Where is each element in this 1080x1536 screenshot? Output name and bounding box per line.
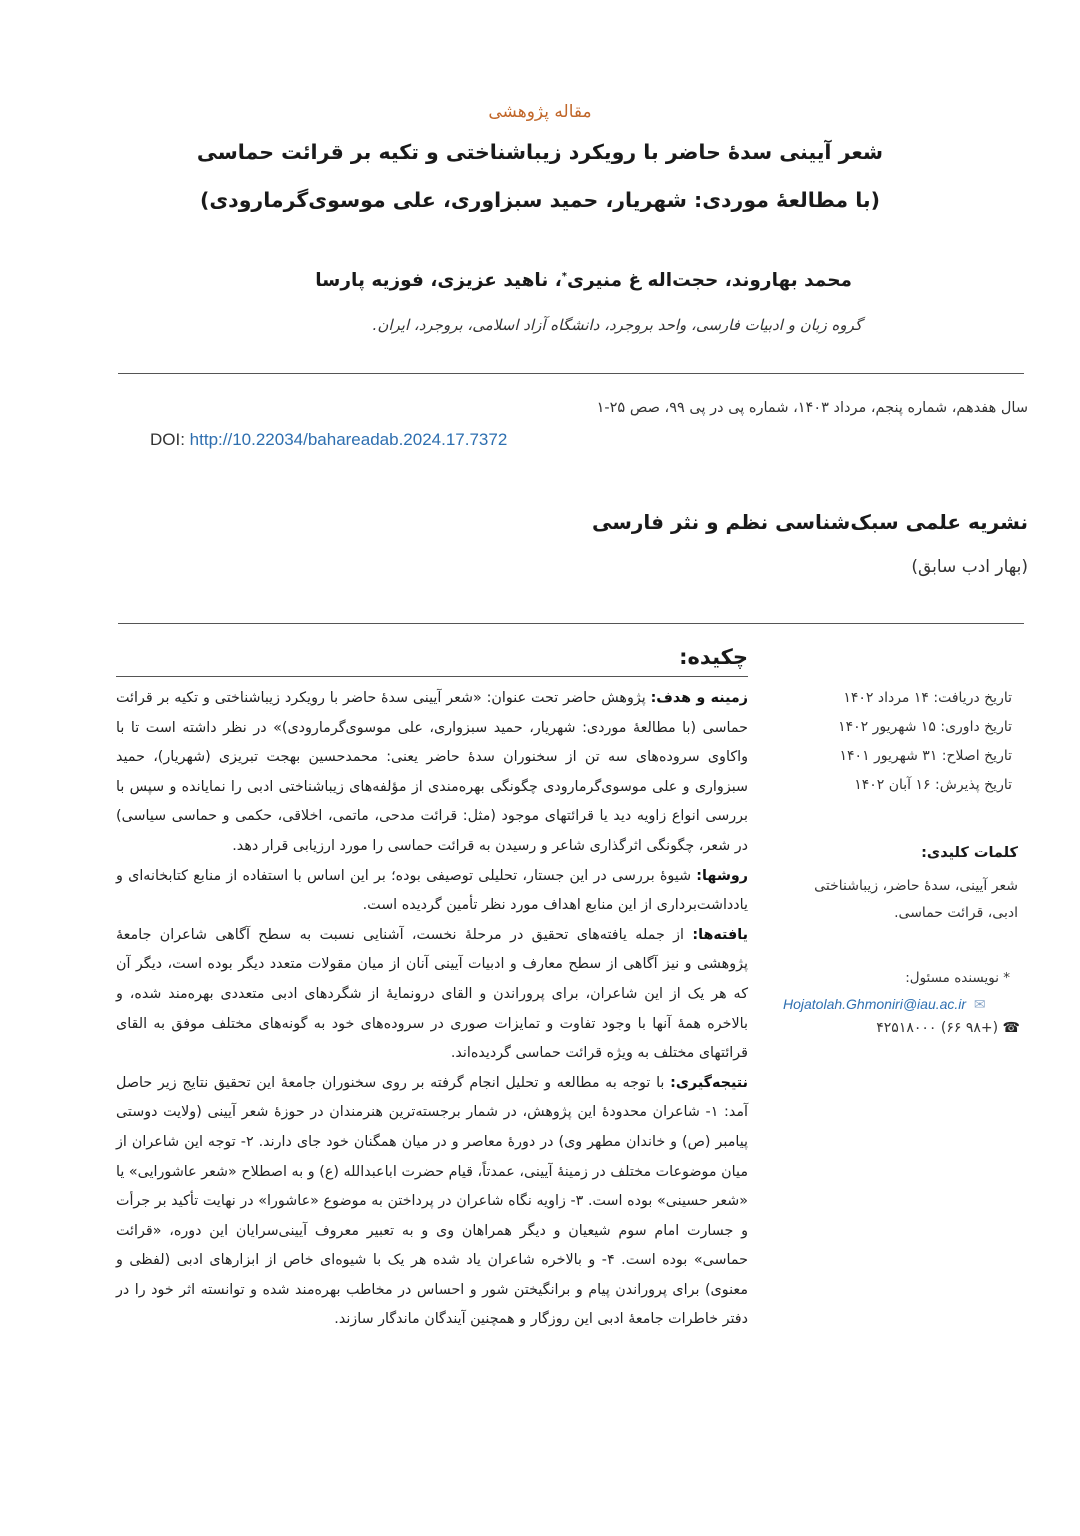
corresponding-author-label: * نویسنده مسئول: — [905, 970, 1010, 986]
journal-former-name: (بهار ادب سابق) — [911, 557, 1028, 577]
section-label: نتیجه‌گیری: — [670, 1074, 748, 1091]
doi — [150, 430, 507, 450]
section-text: با توجه به مطالعه و تحلیل انجام گرفته بر روی سخنوران جامعۀ این تحقیق نتایج زیر حاصل آمد: ۱- شاعران محدودۀ این پژوهش، در شمار برجسته‌ترین هنرمندان در حوزۀ شعر آیینی (ولایت دوستی پیامبر (ص) و خاندان مطهر وی) در دورۀ معاصر و در میان همگنان خود جای دارند. ۲- توجه این شاعران از میان موضوعات مختلف در زمینۀ آیینی، عمدتاً، قیام حضرت اباعبدالله (ع) و به اصطلاح «شعر عاشورایی» یا «شعر حسینی» بوده است. ۳- زاویه نگاه شاعران در پرداختن به موضوع «عاشورا» در نهایت تأکید بر جرأت و جسارت امام سوم شیعیان و دیگر همراهان وی و به تعبیر معروف آیینی‌سرایان این دوره، «قرائت حماسی» بوده است. ۴- و بالاخره شاعران یاد شده هر یک با شیوه‌ای خاص از ابزارهای ادبی (لفظی و معنوی) برای پروراندن پیام و برانگیختن شور و احساس در مخاطب بهره‌مند شده و توانسته اثر خود را در دفتر خاطرات جامعۀ ادبی این روزگار و همچنین آیندگان ماندگار سازند. — [116, 1074, 748, 1328]
corresponding-star: * — [561, 270, 568, 282]
authors-rest: ، ناهید عزیزی، فوزیه پارسا — [315, 270, 562, 291]
article-subtitle: (با مطالعۀ موردی: شهریار، حمید سبزاوری، علی موسوی‌گرمارودی) — [200, 188, 880, 212]
authors-first: محمد بهاروند، حجت‌اله غ منیری — [567, 270, 852, 291]
email-row — [783, 996, 986, 1013]
telephone-icon: ☎ — [1002, 1020, 1020, 1036]
section-text: از جمله یافته‌های تحقیق در مرحلۀ نخست، آشنایی نسبت به سطح آگاهی شاعران جامعۀ پژوهشی و نیز آگاهی از سطح معارف و ادبیات آیینی آنان از میان مقولات متعدد دیگر بوده است، دیگر آن که هر یک از این شاعران، برای پروراندن و القای درونمایۀ از شگردهای ادبی متعددی بهره‌مند شده، و بالاخره همۀ آنها با وجود تفاوت و تمایزات صوری در سروده‌های خود به گونه‌های مختلف موفق به القای قرائتهای مختلف به ویژه قرائت حماسی گردیده‌اند. — [116, 926, 748, 1062]
article-type: مقاله پژوهشی — [488, 102, 592, 122]
section-label: زمینه و هدف: — [650, 690, 748, 706]
divider-top — [118, 373, 1024, 374]
abstract-heading: چکیده: — [679, 645, 748, 669]
envelope-icon: ✉ — [969, 996, 986, 1012]
divider-middle — [118, 623, 1024, 624]
article-dates — [838, 684, 1012, 800]
abstract-findings — [116, 921, 748, 1069]
section-text: شیوۀ بررسی در این جستار، تحلیلی توصیفی بوده؛ بر این اساس با استفاده از منابع کتابخانه‌ای و یادداشت‌برداری از این منابع اهداف مورد نظر تأمین گردیده است. — [116, 867, 748, 914]
abstract-background — [116, 684, 748, 862]
section-text: پژوهش حاضر تحت عنوان: «شعر آیینی سدۀ حاضر با رویکرد زیباشناختی و تکیه بر قرائت حماسی (با مطالعۀ موردی: شهریار، حمید سبزواری، علی موسوی‌گرمارودی)» در نظر داشته است تا با واکاوی سروده‌های سه تن از سخنوران سدۀ حاضر یعنی: محمدحسین بهجت تبریزی (شهریار)، حمید سبزواری و علی موسوی‌گرمارودی چگونگی بهره‌مندی از مؤلفه‌های زیباشناختی ادبی را نمایانده و سپس با بررسی انواع زاویه دید یا قرائتهای موجود (مثل: قرائت مدحی، ماتمی، اخلاقی، حکمی و حماسی سیاسی) در شعر، چگونگی اثرگذاری شاعر و رسیدن به قرائت حماسی را مورد ارزیابی قرار دهد. — [116, 690, 748, 854]
date-reviewed: تاریخ داوری: ۱۵ شهریور ۱۴۰۲ — [838, 719, 1012, 735]
abstract-conclusion — [116, 1069, 748, 1335]
section-label: یافته‌ها: — [692, 926, 748, 943]
doi-link[interactable]: http://10.22034/bahareadab.2024.17.7372 — [189, 430, 508, 449]
date-accepted: تاریخ پذیرش: ۱۶ آبان ۱۴۰۲ — [854, 777, 1012, 793]
doi-label: DOI: — [150, 430, 190, 449]
date-received: تاریخ دریافت: ۱۴ مرداد ۱۴۰۲ — [843, 690, 1012, 706]
abstract-body — [116, 684, 748, 1335]
abstract-methods — [116, 862, 748, 921]
article-title: شعر آیینی سدۀ حاضر با رویکرد زیباشناختی و تکیه بر قرائت حماسی — [196, 140, 884, 164]
phone-number: (+۹۸ ۶۶) ۴۲۵۱۸۰۰۰ — [876, 1020, 999, 1036]
date-revised: تاریخ اصلاح: ۳۱ شهریور ۱۴۰۱ — [839, 748, 1012, 764]
affiliation: گروه زبان و ادبیات فارسی، واحد بروجرد، دانشگاه آزاد اسلامی، بروجرد، ایران. — [372, 316, 862, 334]
email-link[interactable]: Hojatolah.Ghmoniri@iau.ac.ir — [783, 996, 967, 1012]
abstract-rule — [116, 676, 748, 677]
keywords: شعر آیینی، سدۀ حاضر، زیباشناختی ادبی، قرائت حماسی. — [814, 878, 1018, 921]
keywords-label: کلمات کلیدی: — [921, 845, 1018, 861]
authors — [315, 270, 852, 291]
section-label: روشها: — [696, 867, 748, 884]
issue-info: سال هفدهم، شماره پنجم، مرداد ۱۴۰۳، شماره پی در پی ۹۹، صص ۲۵-۱ — [596, 400, 1028, 416]
phone-row — [876, 1020, 1020, 1036]
journal-name: نشریه علمی سبک‌شناسی نظم و نثر فارسی — [592, 510, 1028, 534]
